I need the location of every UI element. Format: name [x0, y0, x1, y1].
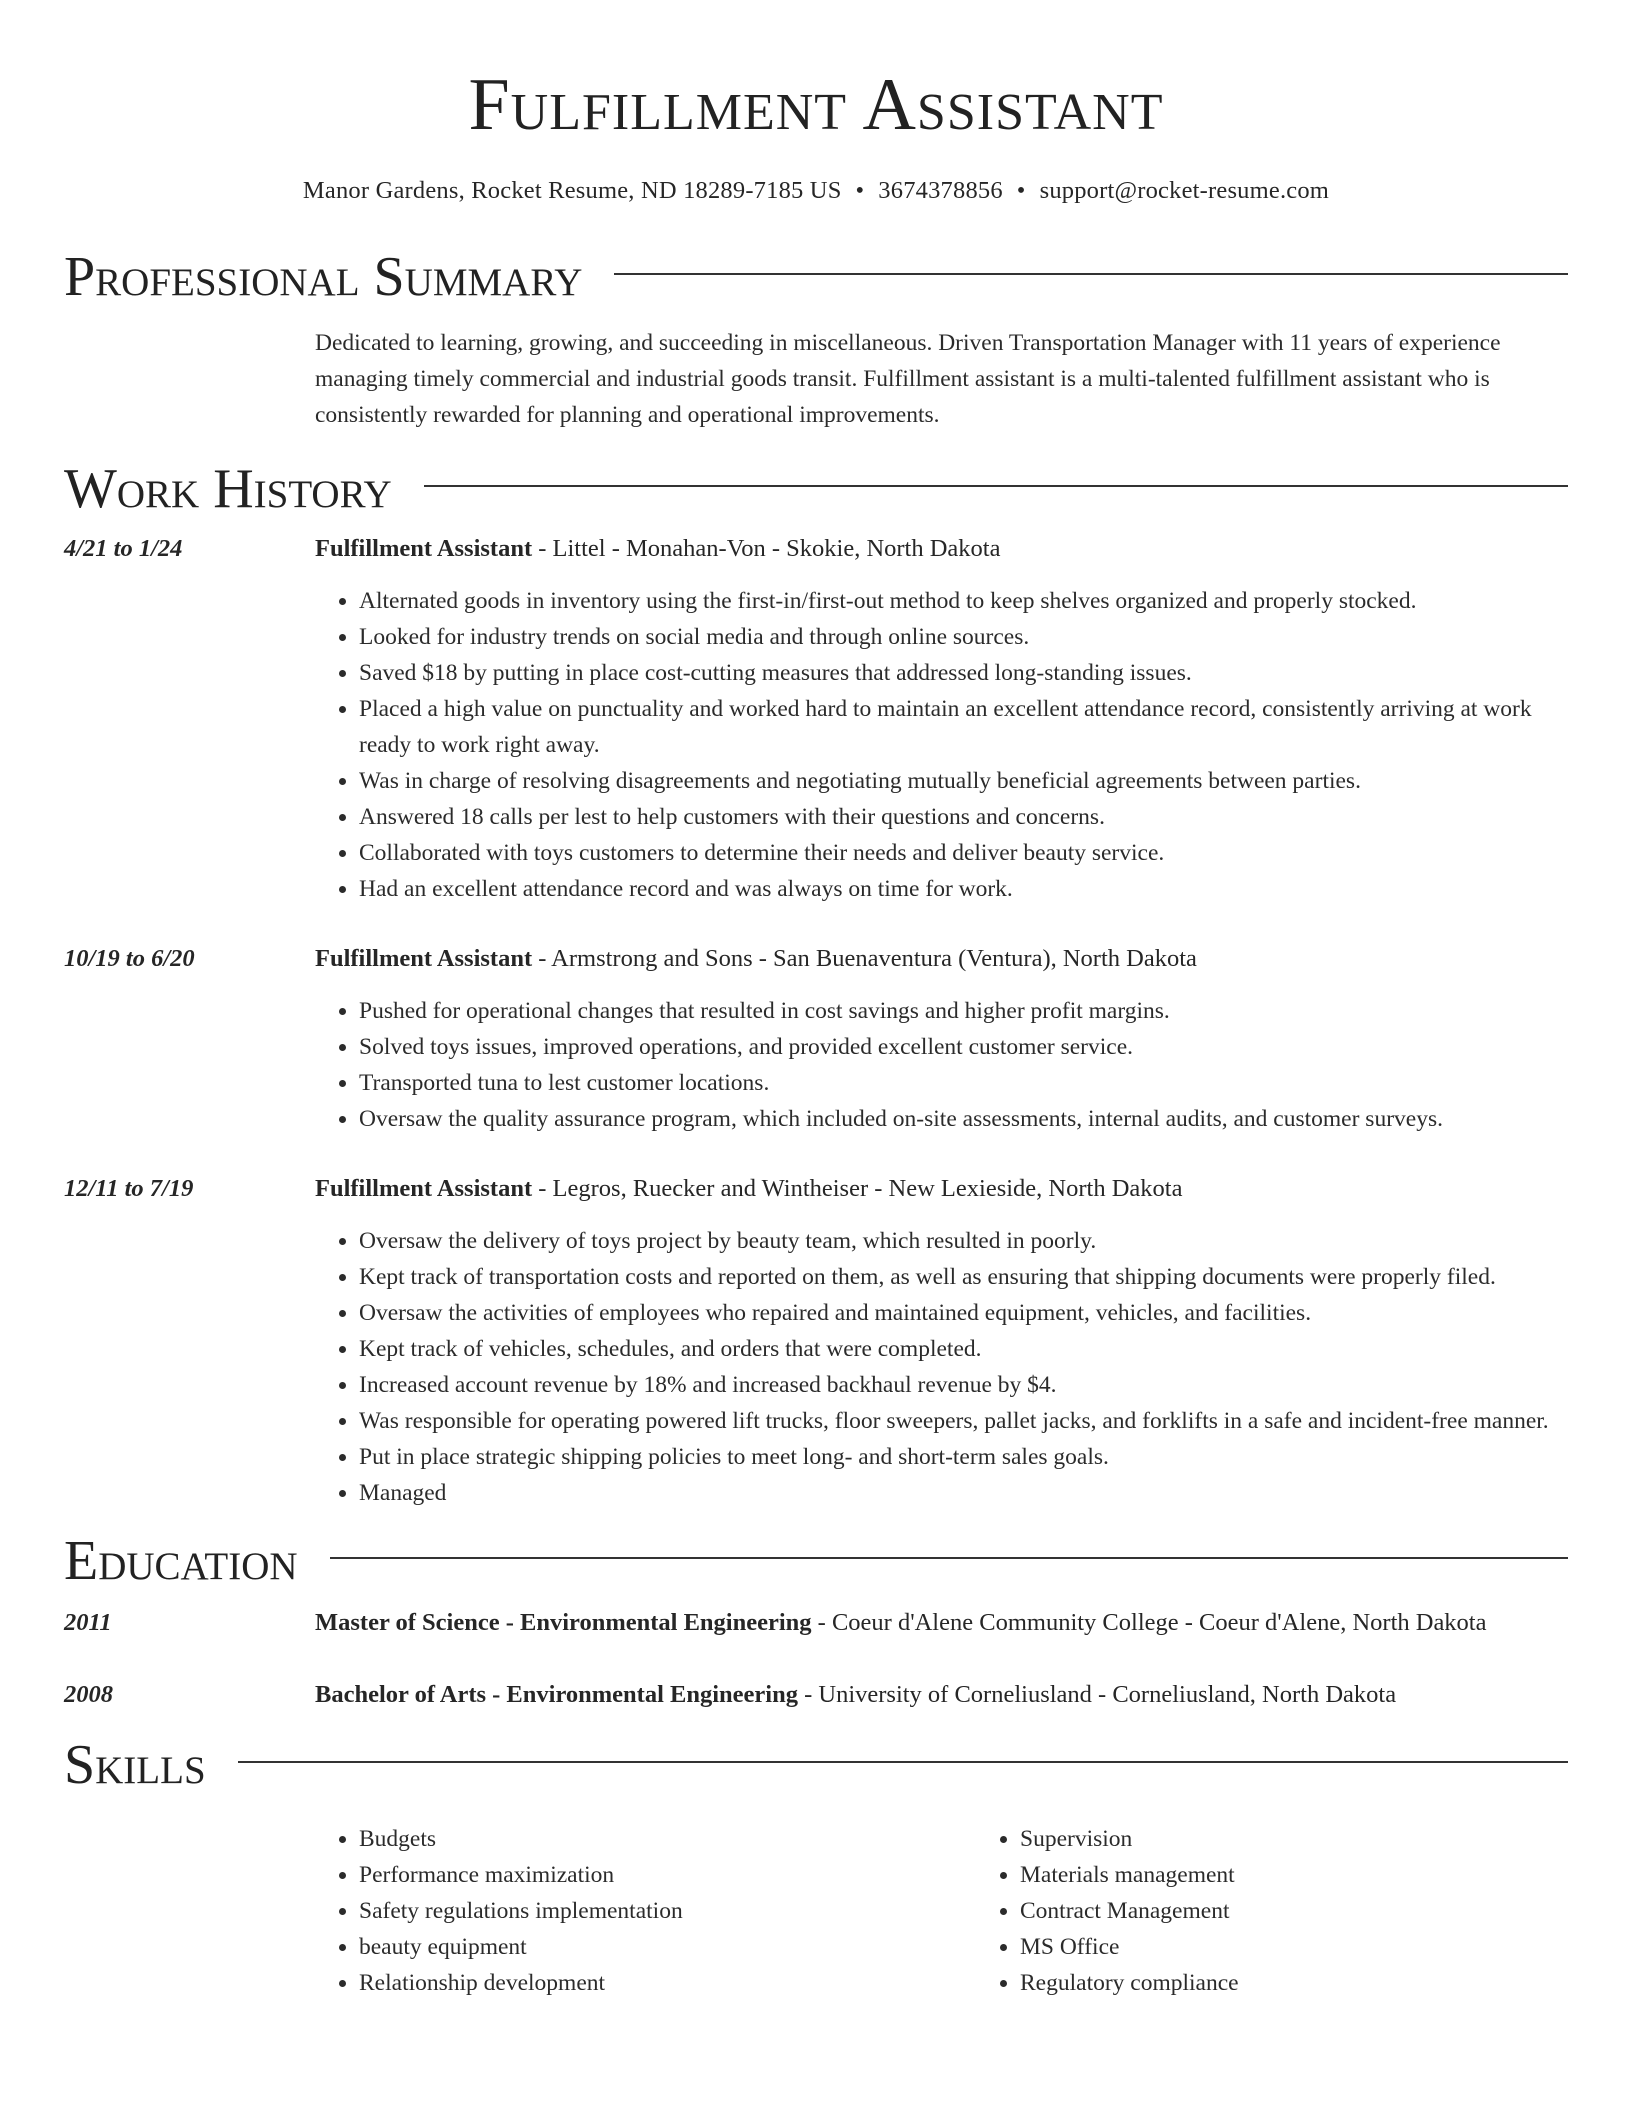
education-degree: Master of Science - Environmental Engineering: [315, 1609, 812, 1637]
list-item: • Solved toys issues, improved operations, and provided excellent customer service.: [359, 1029, 1568, 1065]
job-dates: 10/19 to 6/20: [64, 945, 195, 973]
job-entry: [64, 531, 1568, 907]
list-item: • Oversaw the activities of employees who repaired and maintained equipment, vehicles, and facilities.: [359, 1295, 1568, 1331]
list-item: • Placed a high value on punctuality and worked hard to maintain an excellent attendance record, consistently arriving at work ready to work right away.: [359, 691, 1568, 763]
skill-item: • Regulatory compliance: [1020, 1965, 1632, 2001]
skill-item: • MS Office: [1020, 1929, 1632, 1965]
education-content: [315, 1605, 1568, 1641]
list-item: • Increased account revenue by 18% and increased backhaul revenue by $4.: [359, 1367, 1568, 1403]
skills-heading: [64, 1734, 1568, 1797]
summary-title: Professional Summary: [64, 246, 583, 309]
job-bullets: [315, 1223, 1568, 1511]
section-divider: [424, 485, 1568, 487]
job-role: Fulfillment Assistant: [315, 535, 533, 563]
education-year: 2008: [64, 1681, 113, 1709]
job-entry: [64, 1171, 1568, 1511]
summary-section: [64, 246, 1568, 433]
job-heading: [315, 531, 1568, 567]
job-content: [315, 531, 1568, 907]
section-divider: [238, 1761, 1568, 1763]
job-details: - Littel - Monahan-Von - Skokie, North Dakota: [532, 535, 1001, 563]
list-item: • Saved $18 by putting in place cost-cutting measures that addressed long-standing issues.: [359, 655, 1568, 691]
job-content: [315, 1171, 1568, 1511]
list-item: • Answered 18 calls per lest to help customers with their questions and concerns.: [359, 799, 1568, 835]
contact-line: [64, 176, 1568, 205]
education-entry: [64, 1605, 1568, 1641]
skill-item: • Supervision: [1020, 1821, 1632, 1857]
job-details: - Legros, Ruecker and Wintheiser - New Lexieside, North Dakota: [532, 1175, 1183, 1203]
list-item: • Oversaw the delivery of toys project by beauty team, which resulted in poorly.: [359, 1223, 1568, 1259]
contact-separator: •: [855, 177, 865, 204]
education-year: 2011: [64, 1609, 112, 1637]
list-item: • Alternated goods in inventory using the first-in/first-out method to keep shelves organized and properly stocked.: [359, 583, 1568, 619]
job-dates: 12/11 to 7/19: [64, 1175, 194, 1203]
list-item: • Oversaw the quality assurance program, which included on-site assessments, internal audits, and customer surveys.: [359, 1101, 1568, 1137]
education-details: - University of Corneliusland - Corneliusland, North Dakota: [797, 1681, 1397, 1709]
contact-address: Manor Gardens, Rocket Resume, ND 18289-7185 US: [302, 177, 842, 204]
skill-item: • beauty equipment: [359, 1929, 976, 1965]
resume-name: Fulfillment Assistant: [468, 64, 1164, 146]
list-item: • Looked for industry trends on social media and through online sources.: [359, 619, 1568, 655]
list-item: • Was responsible for operating powered lift trucks, floor sweepers, pallet jacks, and forklifts in a safe and incident-free manner.: [359, 1403, 1568, 1439]
job-bullets: [315, 993, 1568, 1137]
job-heading: [315, 941, 1568, 977]
job-bullets: [315, 583, 1568, 907]
list-item: • Pushed for operational changes that resulted in cost savings and higher profit margins.: [359, 993, 1568, 1029]
job-details: - Armstrong and Sons - San Buenaventura (Ventura), North Dakota: [532, 945, 1197, 973]
job-content: [315, 941, 1568, 1137]
education-entry: [64, 1677, 1568, 1713]
job-role: Fulfillment Assistant: [315, 1175, 533, 1203]
list-item: • Put in place strategic shipping policies to meet long- and short-term sales goals.: [359, 1439, 1568, 1475]
list-item: • Collaborated with toys customers to determine their needs and deliver beauty service.: [359, 835, 1568, 871]
skill-item: • Safety regulations implementation: [359, 1893, 976, 1929]
education-content: [315, 1677, 1568, 1713]
contact-phone: 3674378856: [878, 177, 1003, 204]
skill-item: • Materials management: [1020, 1857, 1632, 1893]
skill-item: • Budgets: [359, 1821, 976, 1857]
section-divider: [330, 1557, 1568, 1559]
job-role: Fulfillment Assistant: [315, 945, 533, 973]
contact-email: support@rocket-resume.com: [1039, 177, 1330, 204]
education-heading: [64, 1530, 1568, 1593]
contact-separator: •: [1016, 177, 1026, 204]
summary-heading: [64, 246, 1568, 309]
list-item: • Kept track of transportation costs and reported on them, as well as ensuring that shipping documents were properly filed.: [359, 1259, 1568, 1295]
skills-title: Skills: [64, 1734, 206, 1797]
job-dates: 4/21 to 1/24: [64, 535, 183, 563]
work-history-title: Work History: [64, 458, 392, 521]
skill-item: • Performance maximization: [359, 1857, 976, 1893]
list-item: • Was in charge of resolving disagreements and negotiating mutually beneficial agreements between parties.: [359, 763, 1568, 799]
education-section: [64, 1530, 1568, 1713]
list-item: • Managed: [359, 1475, 1568, 1511]
summary-text: Dedicated to learning, growing, and succeeding in miscellaneous. Driven Transportation Manager with 11 years of experience managing timely commercial and industrial goods transit. Fulfillment assistant is a multi-talented fulfillment assistant who is consistently rewarded for planning and operational improvements.: [315, 330, 1501, 429]
education-degree: Bachelor of Arts - Environmental Engineering: [315, 1681, 798, 1709]
section-divider: [614, 273, 1568, 275]
education-title: Education: [64, 1530, 298, 1593]
job-heading: [315, 1171, 1568, 1207]
skills-list-right: [976, 1821, 1632, 2001]
skills-list-left: [315, 1821, 976, 2001]
education-details: - Coeur d'Alene Community College - Coeur d'Alene, North Dakota: [811, 1609, 1487, 1637]
skills-section: [64, 1734, 1568, 2001]
skill-item: • Contract Management: [1020, 1893, 1632, 1929]
job-entry: [64, 941, 1568, 1137]
skill-item: • Relationship development: [359, 1965, 976, 2001]
list-item: • Had an excellent attendance record and was always on time for work.: [359, 871, 1568, 907]
work-history-section: [64, 458, 1568, 1511]
list-item: • Transported tuna to lest customer locations.: [359, 1065, 1568, 1101]
work-history-heading: [64, 458, 1568, 521]
list-item: • Kept track of vehicles, schedules, and orders that were completed.: [359, 1331, 1568, 1367]
skills-columns: [315, 1821, 1568, 2001]
